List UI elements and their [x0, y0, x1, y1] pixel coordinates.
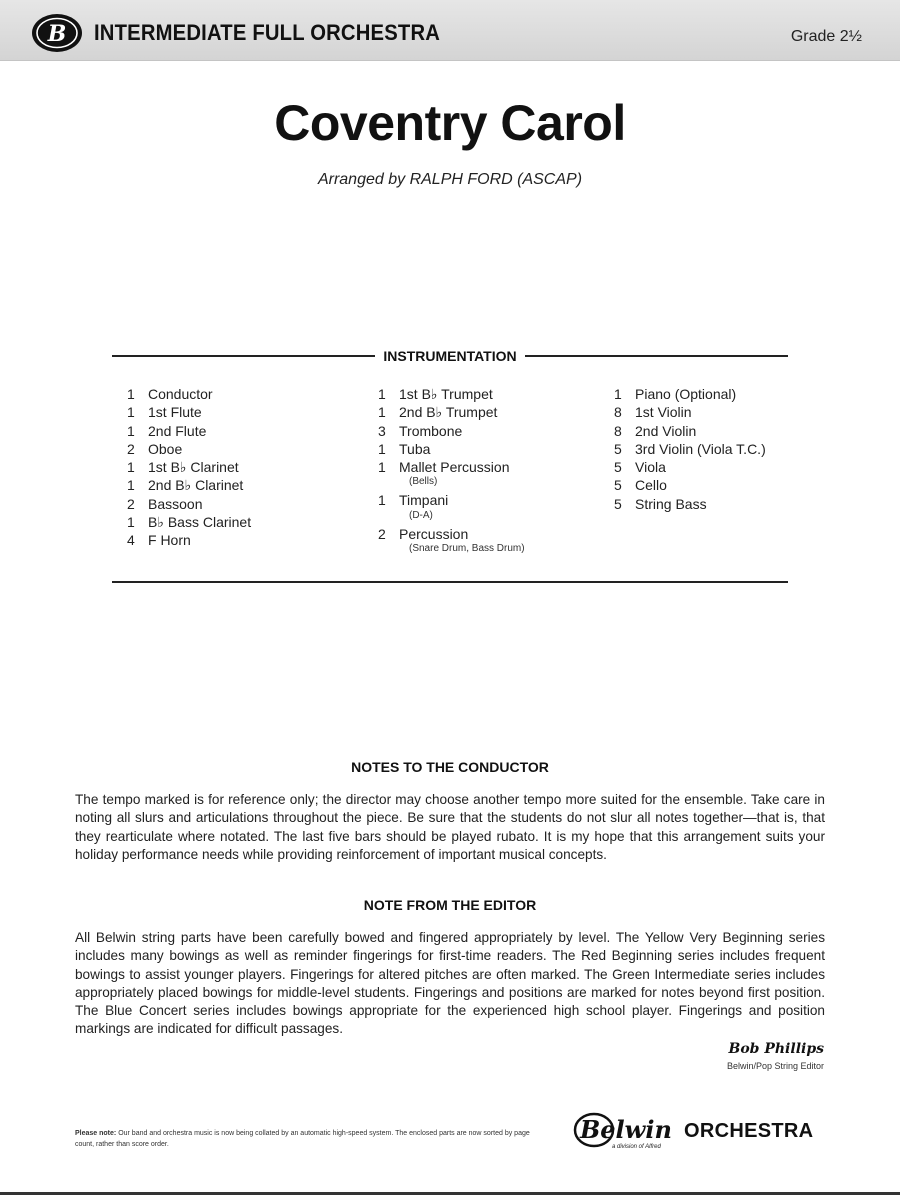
footnote-label: Please note:	[75, 1130, 117, 1137]
instrument-quantity: 1	[127, 459, 135, 476]
instrument-column-1	[127, 385, 251, 550]
instrument-quantity: 2	[127, 495, 135, 512]
instrument-quantity: 1	[127, 386, 135, 402]
footnote-text: Our band and orchestra music is now being collated by an automatic high-speed system. The enclosed parts are now sorted by page count, rather than score order.	[75, 1130, 530, 1148]
brand-text: ORCHESTRA	[684, 1120, 814, 1142]
instrument-name: Timpani	[399, 492, 449, 509]
instrument-item	[127, 476, 251, 494]
collation-footnote	[75, 1128, 535, 1150]
instrument-name: 1st Flute	[148, 404, 202, 421]
instrument-quantity: 2	[127, 440, 135, 457]
editor-signature: Bob Phillips	[728, 1041, 824, 1057]
instrument-item	[614, 385, 766, 403]
instrument-name: 1st Violin	[635, 404, 692, 421]
instrument-quantity: 5	[614, 495, 622, 512]
grade-label: Grade 2½	[790, 28, 862, 45]
instrument-name: Conductor	[148, 386, 213, 402]
instrument-name: Tuba	[399, 440, 431, 457]
brand-mark-text: Belwin	[580, 1115, 672, 1144]
instrumentation-heading: INSTRUMENTATION	[383, 348, 517, 364]
instrument-item	[378, 422, 525, 440]
bottom-rule	[0, 1192, 900, 1195]
instrument-quantity: 3	[378, 422, 386, 439]
editor-body: All Belwin string parts have been carefully bowed and fingered appropriately by level. The Yellow Very Beginning series includes many bowings as well as reminder fingerings for first-time readers. The Red Beginning series includes frequent bowings to assist younger players. Fingerings for altered pitches are often marked. The Green Intermediate series includes appropriately placed bowings for middle-level students. Fingerings and positions are marked for notes beyond first position. The Blue Concert series includes bowings appropriate for the experienced high school player. Fingerings and position markings are indicated for difficult passages.	[75, 930, 825, 1037]
instrument-quantity: 1	[127, 477, 135, 494]
instrument-item	[127, 513, 251, 531]
instrument-name: 2nd Violin	[635, 422, 697, 439]
belwin-orchestra-brand	[572, 1108, 832, 1154]
instrument-item	[378, 458, 525, 489]
instrument-quantity: 1	[127, 514, 135, 531]
instrument-name: 1st B♭ Clarinet	[148, 459, 239, 476]
instrument-quantity: 1	[127, 404, 135, 421]
instrument-column-3	[614, 385, 766, 513]
instrument-name: Trombone	[399, 422, 463, 439]
divider	[112, 355, 375, 357]
instrumentation-heading-row	[112, 346, 788, 366]
instrument-item	[127, 495, 251, 513]
notes-heading: NOTES TO THE CONDUCTOR	[351, 759, 549, 775]
instrument-name: Piano (Optional)	[635, 386, 737, 402]
instrument-quantity: 4	[127, 532, 135, 549]
instrument-quantity: 1	[378, 440, 386, 457]
instrument-name: F Horn	[148, 532, 191, 549]
instrument-quantity: 5	[614, 477, 622, 494]
instrument-item	[127, 440, 251, 458]
instrument-name: Cello	[635, 477, 667, 494]
instrument-name: 2nd B♭ Clarinet	[148, 477, 244, 494]
instrument-item	[614, 440, 766, 458]
editor-signature-title: Belwin/Pop String Editor	[726, 1061, 824, 1071]
instrument-name: 2nd B♭ Trumpet	[399, 404, 498, 421]
instrument-quantity: 8	[614, 404, 622, 421]
instrument-name: Oboe	[148, 440, 183, 457]
instrument-item	[378, 385, 525, 403]
notes-body: The tempo marked is for reference only; the director may choose another tempo more suited for the ensemble. Take care in noting all slurs and articulations throughout the piece. Be sure that the students do not slur all notes together—that is, that they rearticulate where notated. The last five bars should be played rubato. It is my hope that this arrangement suits your holiday performance needs while providing reinforcement of important musical concepts.	[75, 792, 825, 862]
instrument-note: (Bells)	[409, 476, 438, 488]
instrument-name: 1st B♭ Trumpet	[399, 386, 493, 402]
instrument-item	[378, 403, 525, 421]
instrument-name: B♭ Bass Clarinet	[148, 514, 252, 531]
page-title: Coventry Carol	[274, 95, 626, 151]
instrument-name: 3rd Violin (Viola T.C.)	[635, 440, 766, 457]
instrument-name: Bassoon	[148, 495, 203, 512]
instrument-item	[614, 476, 766, 494]
instrument-item	[127, 403, 251, 421]
header-band	[0, 0, 900, 61]
instrument-item	[614, 422, 766, 440]
instrument-quantity: 5	[614, 459, 622, 476]
instrument-note: (Snare Drum, Bass Drum)	[409, 543, 525, 555]
instrument-item	[127, 422, 251, 440]
editor-heading: NOTE FROM THE EDITOR	[363, 897, 537, 913]
instrument-quantity: 5	[614, 440, 622, 457]
instrument-name: Viola	[635, 459, 666, 476]
instrument-quantity: 1	[378, 404, 386, 421]
instrument-quantity: 2	[378, 525, 386, 542]
divider	[525, 355, 788, 357]
instrument-item	[614, 495, 766, 513]
instrument-item	[127, 385, 251, 403]
instrument-item	[378, 525, 525, 556]
instrument-item	[378, 440, 525, 458]
instrument-quantity: 1	[127, 422, 135, 439]
instrument-name: Mallet Percussion	[399, 459, 510, 476]
arranger-credit: Arranged by RALPH FORD (ASCAP)	[317, 171, 583, 188]
logo-letter: B	[47, 21, 67, 47]
belwin-logo-icon	[30, 12, 84, 54]
instrument-item	[614, 403, 766, 421]
instrument-name: String Bass	[635, 495, 707, 512]
instrument-column-2	[378, 385, 525, 558]
instrument-quantity: 1	[378, 459, 386, 476]
instrument-quantity: 8	[614, 422, 622, 439]
instrument-quantity: 1	[378, 386, 386, 402]
instrument-item	[127, 458, 251, 476]
instrument-name: Percussion	[399, 525, 469, 542]
instrument-item	[127, 531, 251, 549]
instrument-note: (D-A)	[409, 509, 433, 521]
instrument-name: 2nd Flute	[148, 422, 207, 439]
series-title: INTERMEDIATE FULL ORCHESTRA	[94, 20, 441, 45]
divider	[112, 581, 788, 583]
instrument-quantity: 1	[378, 492, 386, 509]
instrument-quantity: 1	[614, 386, 622, 402]
brand-subtext: a division of Alfred	[612, 1144, 661, 1150]
instrument-item	[378, 491, 525, 522]
instrument-item	[614, 458, 766, 476]
